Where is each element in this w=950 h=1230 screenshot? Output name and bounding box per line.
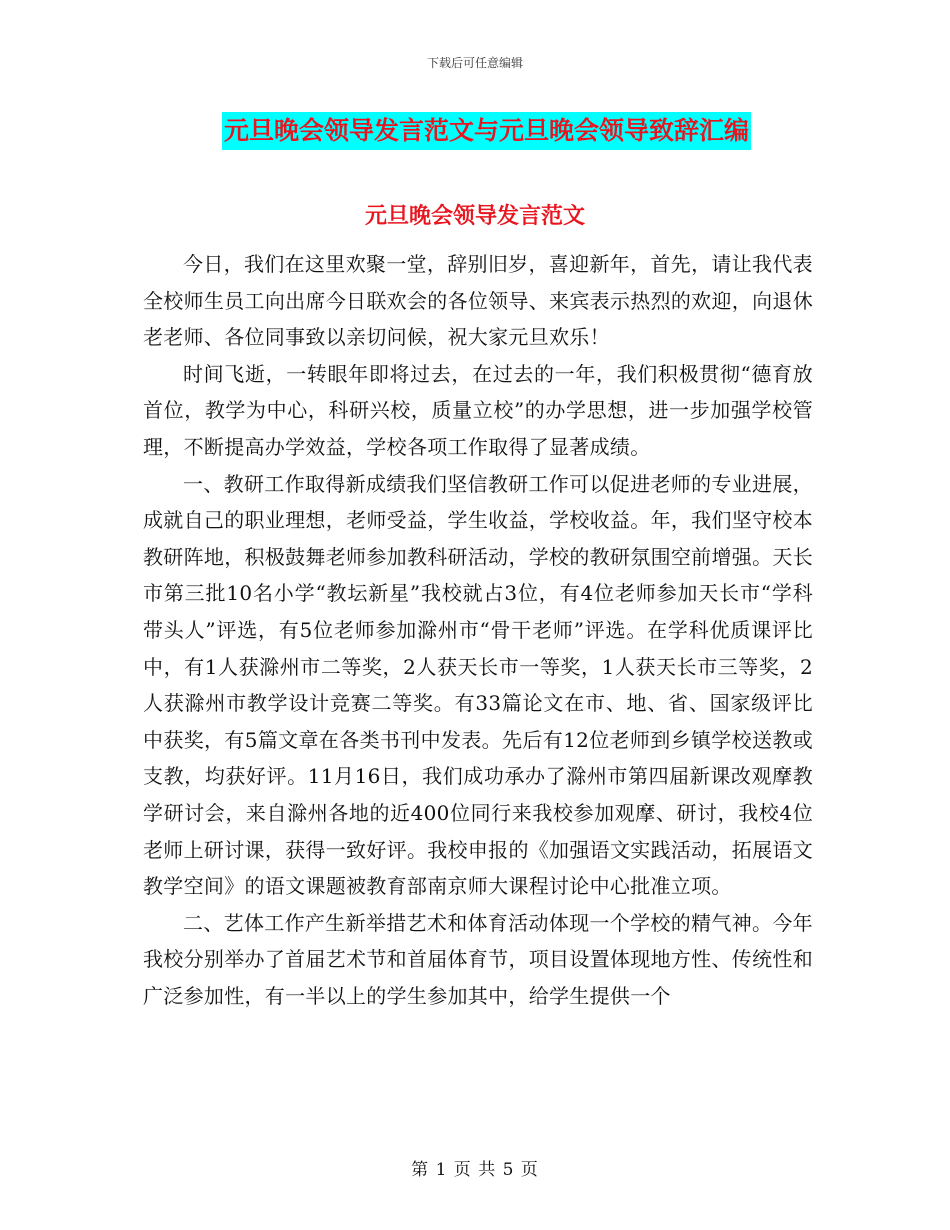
paragraph: 今日，我们在这里欢聚一堂，辞别旧岁，喜迎新年，首先，请让我代表全校师生员工向出席今日联欢会的各位领导、来宾表示热烈的欢迎，向退休老老师、各位同事致以亲切问候，祝大家元旦欢乐！	[143, 252, 813, 350]
section-title: 元旦晚会领导发言范文	[364, 203, 585, 229]
page-number-footer: 第 1 页 共 5 页	[411, 1160, 539, 1180]
header-note: 下载后可任意编辑	[426, 56, 523, 70]
document-title: 元旦晚会领导发言范文与元旦晚会领导致辞汇编	[222, 112, 751, 150]
paragraph: 时间飞逝，一转眼年即将过去，在过去的一年，我们积极贯彻“德育放首位，教学为中心，科研兴校，质量立校”的办学思想，进一步加强学校管理，不断提高办学效益，学校各项工作取得了显著成绩。	[143, 361, 813, 459]
paragraph: 二、艺体工作产生新举措艺术和体育活动体现一个学校的精气神。今年我校分别举办了首届艺术节和首届体育节，项目设置体现地方性、传统性和广泛参加性，有一半以上的学生参加其中，给学生提供一个	[143, 910, 813, 1008]
body-text	[143, 246, 813, 1014]
paragraph: 一、教研工作取得新成绩我们坚信教研工作可以促进老师的专业进展，成就自己的职业理想，老师受益，学生收益，学校收益。年，我们坚守校本教研阵地，积极鼓舞老师参加教科研活动，学校的教研氛围空前增强。天长市第三批10名小学“教坛新星”我校就占3位，有4位老师参加天长市“学科带头人”评选，有5位老师参加滁州市“骨干老师”评选。在学科优质课评比中，有1人获滁州市二等奖，2人获天长市一等奖，1人获天长市三等奖，2人获滁州市教学设计竞赛二等奖。有33篇论文在市、地、省、国家级评比中获奖，有5篇文章在各类书刊中发表。先后有12位老师到乡镇学校送教或支教，均获好评。11月16日，我们成功承办了滁州市第四届新课改观摩教学研讨会，来自滁州各地的近400位同行来我校参加观摩、研讨，我校4位老师上研讨课，获得一致好评。我校申报的《加强语文实践活动，拓展语文教学空间》的语文课题被教育部南京师大课程讨论中心批准立项。	[143, 471, 813, 899]
